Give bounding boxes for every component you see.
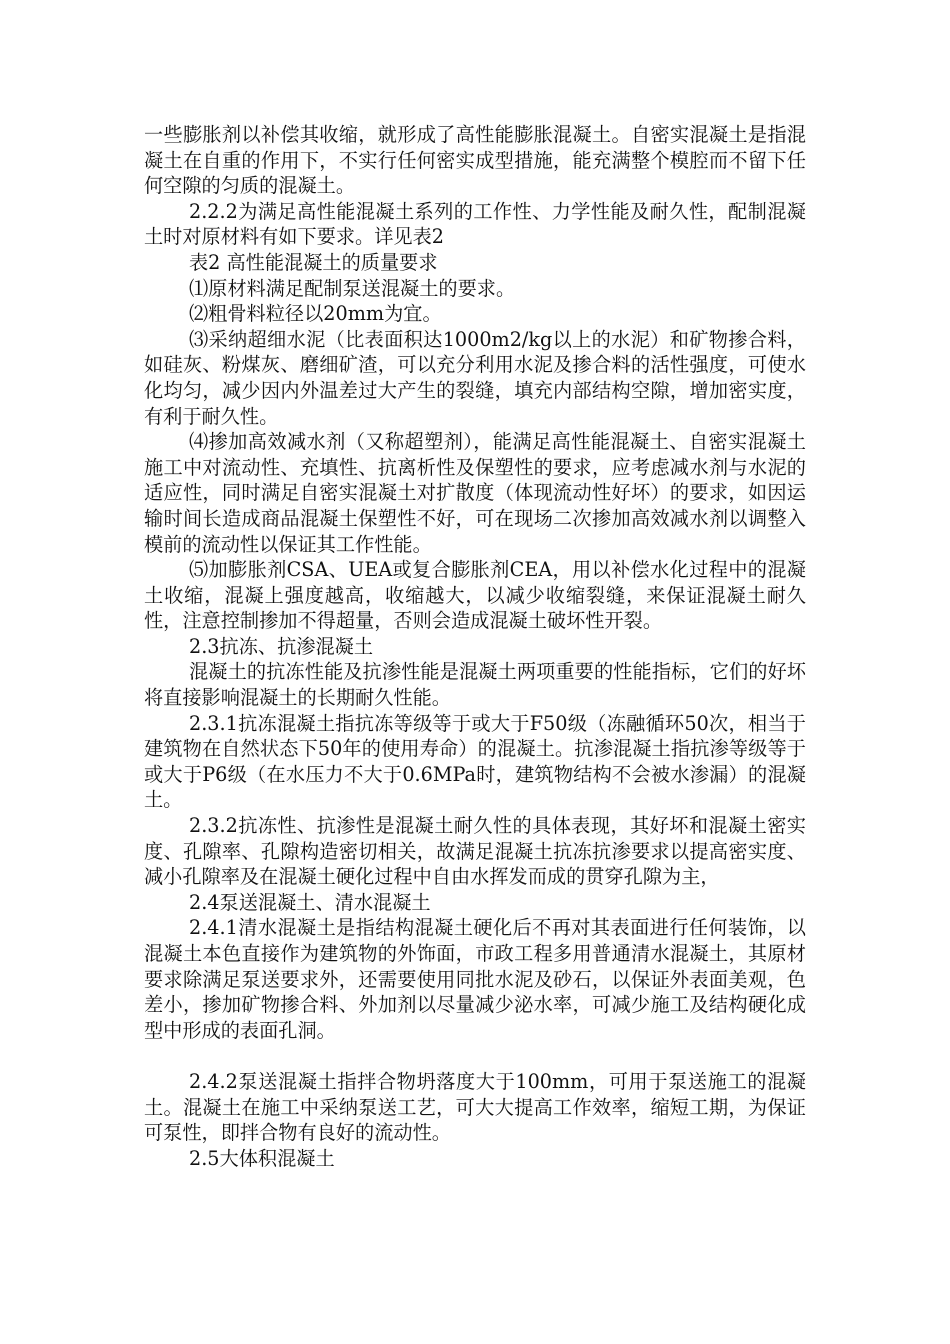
paragraph-2-4-2: 2.4.2泵送混凝土指拌合物坍落度大于100mm，可用于泵送施工的混凝土。混凝土在施工中采纳泵送工艺，可大大提高工作效率，缩短工期，为保证可泵性，即拌合物有良好的流动性。	[144, 1069, 806, 1145]
list-item-5: ⑸加膨胀剂CSA、UEA或复合膨胀剂CEA，用以补偿水化过程中的混凝土收缩，混凝上强度越高，收缩越大，以减少收缩裂缝，来保证混凝土耐久性，注意控制掺加不得超量，否则会造成混凝土破坏性开裂。	[144, 558, 806, 633]
section-heading-2-3: 2.3抗冻、抗渗混凝土	[189, 634, 374, 658]
paragraph-1: 一些膨胀剂以补偿其收缩，就形成了高性能膨胀混凝土。自密实混凝土是指混凝土在自重的作用下，不实行任何密实成型措施，能充满整个模腔而不留下任何空隙的匀质的混凝土。	[144, 123, 806, 198]
table-caption: 表2 高性能混凝土的质量要求	[189, 250, 438, 274]
list-item-1: ⑴原材料满足配制泵送混凝土的要求。	[189, 276, 516, 300]
document-page	[144, 122, 806, 1171]
paragraph-2-3-intro: 混凝土的抗冻性能及抗渗性能是混凝土两项重要的性能指标，它们的好坏将直接影响混凝土的长期耐久性能。	[144, 660, 806, 710]
paragraph-2: 2.2.2为满足高性能混凝土系列的工作性、力学性能及耐久性，配制混凝土时对原材料有如下要求。详见表2	[144, 199, 806, 249]
paragraph-2-3-2: 2.3.2抗冻性、抗渗性是混凝土耐久性的具体表现，其好坏和混凝土密实度、孔隙率、孔隙构造密切相关，故满足混凝土抗冻抗渗要求以提高密实度、减小孔隙率及在混凝土硬化过程中自由水挥发而成的贯穿孔隙为主，	[144, 814, 806, 889]
blank-line	[144, 1043, 806, 1069]
paragraph-2-3-1: 2.3.1抗冻混凝土指抗冻等级等于或大于F50级（冻融循环50次，相当于建筑物在自然状态下50年的使用寿命）的混凝土。抗渗混凝土指抗渗等级等于或大于P6级（在水压力不大于0.6MPa时，建筑物结构不会被水渗漏）的混凝土。	[144, 711, 806, 812]
paragraph-2-4-1: 2.4.1清水混凝土是指结构混凝土硬化后不再对其表面进行任何装饰，以混凝土本色直接作为建筑物的外饰面，市政工程多用普通清水混凝土，其原材要求除满足泵送要求外，还需要使用同批水泥及砂石，以保证外表面美观，色差小，掺加矿物掺合料、外加剂以尽量减少泌水率，可减少施工及结构硬化成型中形成的表面孔洞。	[144, 916, 806, 1042]
list-item-4: ⑷掺加高效减水剂（又称超塑剂），能满足高性能混凝土、自密实混凝土施工中对流动性、充填性、抗离析性及保塑性的要求，应考虑减水剂与水泥的适应性，同时满足自密实混凝土对扩散度（体现流动性好坏）的要求，如因运输时间长造成商品混凝土保塑性不好，可在现场二次掺加高效减水剂以调整入模前的流动性以保证其工作性能。	[144, 430, 806, 556]
list-item-2: ⑵粗骨料粒径以20mm为宜。	[189, 302, 442, 326]
section-heading-2-4: 2.4泵送混凝土、清水混凝土	[189, 890, 431, 914]
list-item-3: ⑶采纳超细水泥（比表面积达1000m2/kg以上的水泥）和矿物掺合料，如硅灰、粉煤灰、磨细矿渣，可以充分利用水泥及掺合料的活性强度，可使水化均匀，减少因内外温差过大产生的裂缝，填充内部结构空隙，增加密实度，有利于耐久性。	[144, 327, 806, 428]
section-heading-2-5: 2.5大体积混凝土	[189, 1146, 335, 1170]
